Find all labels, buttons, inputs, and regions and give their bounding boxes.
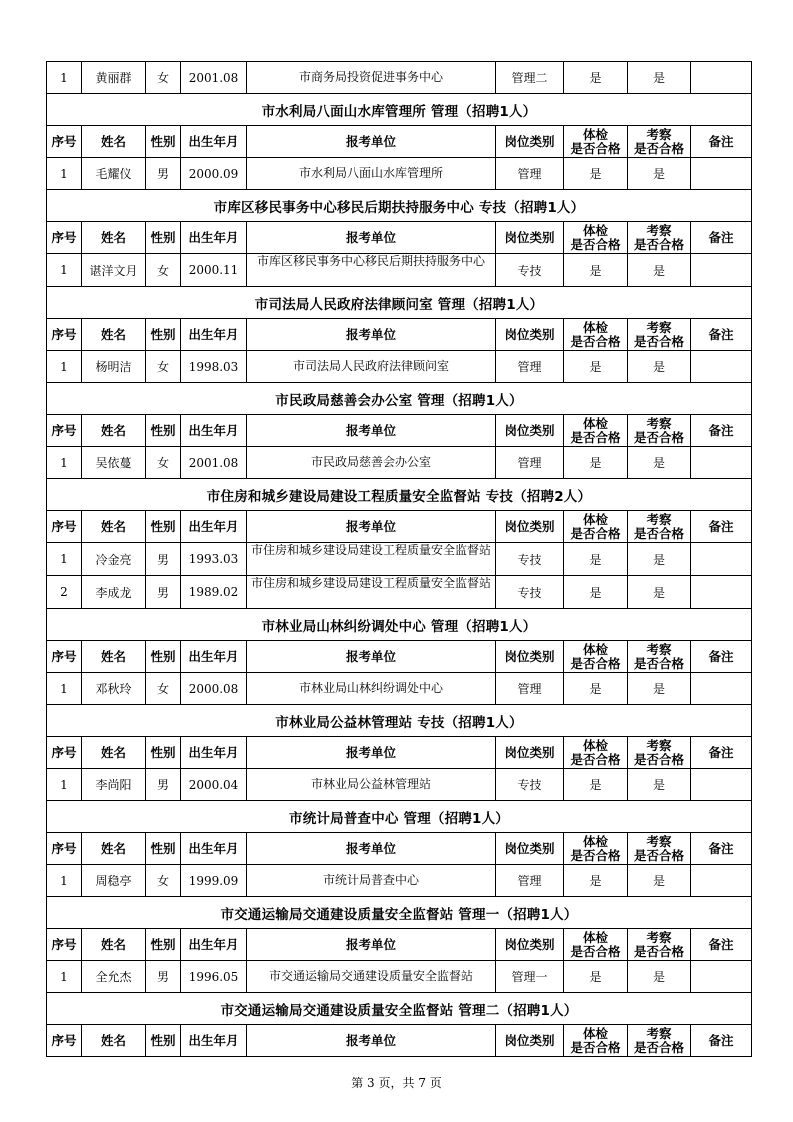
birth-cell: 1999.09 bbox=[181, 865, 247, 897]
table-row bbox=[47, 158, 752, 190]
unit-cell: 市库区移民事务中心移民后期扶持服务中心 bbox=[247, 254, 496, 287]
header-row bbox=[47, 222, 752, 254]
header-row bbox=[47, 833, 752, 865]
physical-check-cell: 是 bbox=[564, 865, 628, 897]
table-row bbox=[47, 576, 752, 609]
table-row bbox=[47, 62, 752, 94]
header-remark: 备注 bbox=[691, 126, 752, 158]
header-remark: 备注 bbox=[691, 319, 752, 351]
seq-cell: 1 bbox=[47, 543, 82, 576]
header-inspect: 考察 是否合格 bbox=[628, 415, 691, 447]
header-birth: 出生年月 bbox=[181, 641, 247, 673]
header-unit: 报考单位 bbox=[247, 511, 496, 543]
category-cell: 管理 bbox=[496, 673, 564, 705]
section-title-row bbox=[47, 383, 752, 415]
table-row bbox=[47, 543, 752, 576]
inspection-cell: 是 bbox=[628, 447, 691, 479]
section-title-row bbox=[47, 897, 752, 929]
birth-cell: 1989.02 bbox=[181, 576, 247, 609]
header-gender: 性别 bbox=[146, 737, 181, 769]
header-physical: 体检 是否合格 bbox=[564, 319, 628, 351]
header-category: 岗位类别 bbox=[496, 833, 564, 865]
category-cell: 专技 bbox=[496, 254, 564, 287]
birth-cell: 2001.08 bbox=[181, 62, 247, 94]
header-remark: 备注 bbox=[691, 222, 752, 254]
section-title-row bbox=[47, 993, 752, 1025]
header-name: 姓名 bbox=[82, 415, 146, 447]
birth-cell: 2000.04 bbox=[181, 769, 247, 801]
header-name: 姓名 bbox=[82, 833, 146, 865]
header-category: 岗位类别 bbox=[496, 929, 564, 961]
header-birth: 出生年月 bbox=[181, 833, 247, 865]
remark-cell bbox=[691, 62, 752, 94]
birth-cell: 2001.08 bbox=[181, 447, 247, 479]
name-cell: 周稳亭 bbox=[82, 865, 146, 897]
physical-check-cell: 是 bbox=[564, 543, 628, 576]
header-name: 姓名 bbox=[82, 222, 146, 254]
header-physical: 体检 是否合格 bbox=[564, 737, 628, 769]
inspection-cell: 是 bbox=[628, 576, 691, 609]
header-row bbox=[47, 511, 752, 543]
table-row bbox=[47, 673, 752, 705]
physical-check-cell: 是 bbox=[564, 961, 628, 993]
section-title: 市统计局普查中心 管理（招聘1人） bbox=[47, 801, 752, 833]
category-cell: 管理 bbox=[496, 351, 564, 383]
name-cell: 杨明洁 bbox=[82, 351, 146, 383]
header-unit: 报考单位 bbox=[247, 929, 496, 961]
header-inspect: 考察 是否合格 bbox=[628, 222, 691, 254]
header-seq: 序号 bbox=[47, 641, 82, 673]
physical-check-cell: 是 bbox=[564, 351, 628, 383]
header-birth: 出生年月 bbox=[181, 737, 247, 769]
gender-cell: 男 bbox=[146, 158, 181, 190]
gender-cell: 男 bbox=[146, 769, 181, 801]
header-unit: 报考单位 bbox=[247, 641, 496, 673]
header-remark: 备注 bbox=[691, 833, 752, 865]
name-cell: 谌洋文月 bbox=[82, 254, 146, 287]
header-gender: 性别 bbox=[146, 833, 181, 865]
gender-cell: 男 bbox=[146, 576, 181, 609]
section-title: 市住房和城乡建设局建设工程质量安全监督站 专技（招聘2人） bbox=[47, 479, 752, 511]
seq-cell: 1 bbox=[47, 865, 82, 897]
table-row bbox=[47, 865, 752, 897]
table-row bbox=[47, 769, 752, 801]
table-row bbox=[47, 254, 752, 287]
physical-check-cell: 是 bbox=[564, 62, 628, 94]
section-title-row bbox=[47, 190, 752, 222]
header-birth: 出生年月 bbox=[181, 319, 247, 351]
physical-check-cell: 是 bbox=[564, 673, 628, 705]
unit-cell: 市林业局公益林管理站 bbox=[247, 769, 496, 801]
gender-cell: 女 bbox=[146, 351, 181, 383]
remark-cell bbox=[691, 543, 752, 576]
physical-check-cell: 是 bbox=[564, 254, 628, 287]
category-cell: 专技 bbox=[496, 576, 564, 609]
header-remark: 备注 bbox=[691, 929, 752, 961]
physical-check-cell: 是 bbox=[564, 769, 628, 801]
seq-cell: 1 bbox=[47, 254, 82, 287]
section-title-row bbox=[47, 94, 752, 126]
category-cell: 管理二 bbox=[496, 62, 564, 94]
gender-cell: 女 bbox=[146, 254, 181, 287]
header-row bbox=[47, 737, 752, 769]
header-inspect: 考察 是否合格 bbox=[628, 929, 691, 961]
seq-cell: 1 bbox=[47, 62, 82, 94]
seq-cell: 1 bbox=[47, 351, 82, 383]
table-row bbox=[47, 961, 752, 993]
header-physical: 体检 是否合格 bbox=[564, 126, 628, 158]
inspection-cell: 是 bbox=[628, 254, 691, 287]
header-category: 岗位类别 bbox=[496, 126, 564, 158]
unit-cell: 市商务局投资促进事务中心 bbox=[247, 62, 496, 94]
section-title-row bbox=[47, 609, 752, 641]
header-remark: 备注 bbox=[691, 511, 752, 543]
header-physical: 体检 是否合格 bbox=[564, 222, 628, 254]
gender-cell: 女 bbox=[146, 447, 181, 479]
gender-cell: 女 bbox=[146, 673, 181, 705]
category-cell: 管理 bbox=[496, 158, 564, 190]
header-seq: 序号 bbox=[47, 319, 82, 351]
header-name: 姓名 bbox=[82, 737, 146, 769]
header-category: 岗位类别 bbox=[496, 222, 564, 254]
header-remark: 备注 bbox=[691, 415, 752, 447]
seq-cell: 1 bbox=[47, 447, 82, 479]
remark-cell bbox=[691, 254, 752, 287]
section-title-row bbox=[47, 479, 752, 511]
header-unit: 报考单位 bbox=[247, 126, 496, 158]
remark-cell bbox=[691, 158, 752, 190]
header-row bbox=[47, 1025, 752, 1057]
remark-cell bbox=[691, 351, 752, 383]
header-name: 姓名 bbox=[82, 319, 146, 351]
unit-cell: 市水利局八面山水库管理所 bbox=[247, 158, 496, 190]
inspection-cell: 是 bbox=[628, 961, 691, 993]
header-physical: 体检 是否合格 bbox=[564, 641, 628, 673]
header-gender: 性别 bbox=[146, 126, 181, 158]
header-gender: 性别 bbox=[146, 929, 181, 961]
header-gender: 性别 bbox=[146, 511, 181, 543]
header-birth: 出生年月 bbox=[181, 511, 247, 543]
header-unit: 报考单位 bbox=[247, 737, 496, 769]
header-category: 岗位类别 bbox=[496, 737, 564, 769]
name-cell: 邓秋玲 bbox=[82, 673, 146, 705]
physical-check-cell: 是 bbox=[564, 447, 628, 479]
inspection-cell: 是 bbox=[628, 158, 691, 190]
name-cell: 李成龙 bbox=[82, 576, 146, 609]
header-inspect: 考察 是否合格 bbox=[628, 641, 691, 673]
section-title: 市交通运输局交通建设质量安全监督站 管理一（招聘1人） bbox=[47, 897, 752, 929]
section-title-row bbox=[47, 287, 752, 319]
header-remark: 备注 bbox=[691, 641, 752, 673]
inspection-cell: 是 bbox=[628, 769, 691, 801]
category-cell: 管理一 bbox=[496, 961, 564, 993]
header-seq: 序号 bbox=[47, 222, 82, 254]
header-inspect: 考察 是否合格 bbox=[628, 737, 691, 769]
birth-cell: 1996.05 bbox=[181, 961, 247, 993]
inspection-cell: 是 bbox=[628, 673, 691, 705]
unit-cell: 市民政局慈善会办公室 bbox=[247, 447, 496, 479]
inspection-cell: 是 bbox=[628, 543, 691, 576]
header-birth: 出生年月 bbox=[181, 929, 247, 961]
page-footer: 第 3 页，共 7 页 bbox=[351, 1076, 442, 1090]
header-inspect: 考察 是否合格 bbox=[628, 833, 691, 865]
header-unit: 报考单位 bbox=[247, 319, 496, 351]
results-table bbox=[46, 61, 752, 1057]
section-title: 市交通运输局交通建设质量安全监督站 管理二（招聘1人） bbox=[47, 993, 752, 1025]
birth-cell: 1993.03 bbox=[181, 543, 247, 576]
header-physical: 体检 是否合格 bbox=[564, 929, 628, 961]
header-category: 岗位类别 bbox=[496, 415, 564, 447]
name-cell: 吴依蔓 bbox=[82, 447, 146, 479]
header-gender: 性别 bbox=[146, 641, 181, 673]
header-seq: 序号 bbox=[47, 126, 82, 158]
seq-cell: 1 bbox=[47, 769, 82, 801]
physical-check-cell: 是 bbox=[564, 576, 628, 609]
birth-cell: 2000.09 bbox=[181, 158, 247, 190]
unit-cell: 市住房和城乡建设局建设工程质量安全监督站 bbox=[247, 543, 496, 576]
header-category: 岗位类别 bbox=[496, 1025, 564, 1057]
header-birth: 出生年月 bbox=[181, 415, 247, 447]
header-birth: 出生年月 bbox=[181, 126, 247, 158]
header-inspect: 考察 是否合格 bbox=[628, 319, 691, 351]
header-category: 岗位类别 bbox=[496, 511, 564, 543]
header-category: 岗位类别 bbox=[496, 641, 564, 673]
header-inspect: 考察 是否合格 bbox=[628, 511, 691, 543]
header-name: 姓名 bbox=[82, 641, 146, 673]
unit-cell: 市林业局山林纠纷调处中心 bbox=[247, 673, 496, 705]
inspection-cell: 是 bbox=[628, 351, 691, 383]
remark-cell bbox=[691, 576, 752, 609]
header-physical: 体检 是否合格 bbox=[564, 833, 628, 865]
header-name: 姓名 bbox=[82, 126, 146, 158]
inspection-cell: 是 bbox=[628, 62, 691, 94]
header-gender: 性别 bbox=[146, 319, 181, 351]
header-unit: 报考单位 bbox=[247, 833, 496, 865]
seq-cell: 1 bbox=[47, 673, 82, 705]
section-title: 市林业局山林纠纷调处中心 管理（招聘1人） bbox=[47, 609, 752, 641]
section-title: 市库区移民事务中心移民后期扶持服务中心 专技（招聘1人） bbox=[47, 190, 752, 222]
header-seq: 序号 bbox=[47, 1025, 82, 1057]
header-seq: 序号 bbox=[47, 929, 82, 961]
header-seq: 序号 bbox=[47, 737, 82, 769]
remark-cell bbox=[691, 769, 752, 801]
header-inspect: 考察 是否合格 bbox=[628, 1025, 691, 1057]
header-remark: 备注 bbox=[691, 1025, 752, 1057]
birth-cell: 2000.11 bbox=[181, 254, 247, 287]
name-cell: 黄丽群 bbox=[82, 62, 146, 94]
table-row bbox=[47, 351, 752, 383]
unit-cell: 市交通运输局交通建设质量安全监督站 bbox=[247, 961, 496, 993]
section-title-row bbox=[47, 705, 752, 737]
header-remark: 备注 bbox=[691, 737, 752, 769]
section-title-row bbox=[47, 801, 752, 833]
unit-cell: 市司法局人民政府法律顾问室 bbox=[247, 351, 496, 383]
birth-cell: 1998.03 bbox=[181, 351, 247, 383]
header-gender: 性别 bbox=[146, 415, 181, 447]
remark-cell bbox=[691, 673, 752, 705]
header-seq: 序号 bbox=[47, 833, 82, 865]
header-inspect: 考察 是否合格 bbox=[628, 126, 691, 158]
seq-cell: 1 bbox=[47, 961, 82, 993]
header-birth: 出生年月 bbox=[181, 1025, 247, 1057]
header-birth: 出生年月 bbox=[181, 222, 247, 254]
header-row bbox=[47, 641, 752, 673]
birth-cell: 2000.08 bbox=[181, 673, 247, 705]
section-title: 市民政局慈善会办公室 管理（招聘1人） bbox=[47, 383, 752, 415]
header-row bbox=[47, 929, 752, 961]
gender-cell: 女 bbox=[146, 865, 181, 897]
category-cell: 专技 bbox=[496, 769, 564, 801]
header-seq: 序号 bbox=[47, 511, 82, 543]
header-row bbox=[47, 319, 752, 351]
name-cell: 冷金亮 bbox=[82, 543, 146, 576]
category-cell: 专技 bbox=[496, 543, 564, 576]
header-physical: 体检 是否合格 bbox=[564, 511, 628, 543]
header-unit: 报考单位 bbox=[247, 222, 496, 254]
remark-cell bbox=[691, 865, 752, 897]
unit-cell: 市住房和城乡建设局建设工程质量安全监督站 bbox=[247, 576, 496, 609]
inspection-cell: 是 bbox=[628, 865, 691, 897]
table-row bbox=[47, 447, 752, 479]
name-cell: 毛耀仪 bbox=[82, 158, 146, 190]
header-unit: 报考单位 bbox=[247, 415, 496, 447]
remark-cell bbox=[691, 447, 752, 479]
header-name: 姓名 bbox=[82, 929, 146, 961]
header-name: 姓名 bbox=[82, 1025, 146, 1057]
unit-cell: 市统计局普查中心 bbox=[247, 865, 496, 897]
name-cell: 李尚阳 bbox=[82, 769, 146, 801]
header-seq: 序号 bbox=[47, 415, 82, 447]
header-row bbox=[47, 126, 752, 158]
header-physical: 体检 是否合格 bbox=[564, 1025, 628, 1057]
header-unit: 报考单位 bbox=[247, 1025, 496, 1057]
remark-cell bbox=[691, 961, 752, 993]
header-name: 姓名 bbox=[82, 511, 146, 543]
header-row bbox=[47, 415, 752, 447]
section-title: 市林业局公益林管理站 专技（招聘1人） bbox=[47, 705, 752, 737]
header-physical: 体检 是否合格 bbox=[564, 415, 628, 447]
category-cell: 管理 bbox=[496, 447, 564, 479]
gender-cell: 男 bbox=[146, 543, 181, 576]
section-title: 市司法局人民政府法律顾问室 管理（招聘1人） bbox=[47, 287, 752, 319]
physical-check-cell: 是 bbox=[564, 158, 628, 190]
section-title: 市水利局八面山水库管理所 管理（招聘1人） bbox=[47, 94, 752, 126]
seq-cell: 2 bbox=[47, 576, 82, 609]
header-category: 岗位类别 bbox=[496, 319, 564, 351]
seq-cell: 1 bbox=[47, 158, 82, 190]
header-gender: 性别 bbox=[146, 1025, 181, 1057]
name-cell: 全允杰 bbox=[82, 961, 146, 993]
gender-cell: 女 bbox=[146, 62, 181, 94]
header-gender: 性别 bbox=[146, 222, 181, 254]
category-cell: 管理 bbox=[496, 865, 564, 897]
gender-cell: 男 bbox=[146, 961, 181, 993]
